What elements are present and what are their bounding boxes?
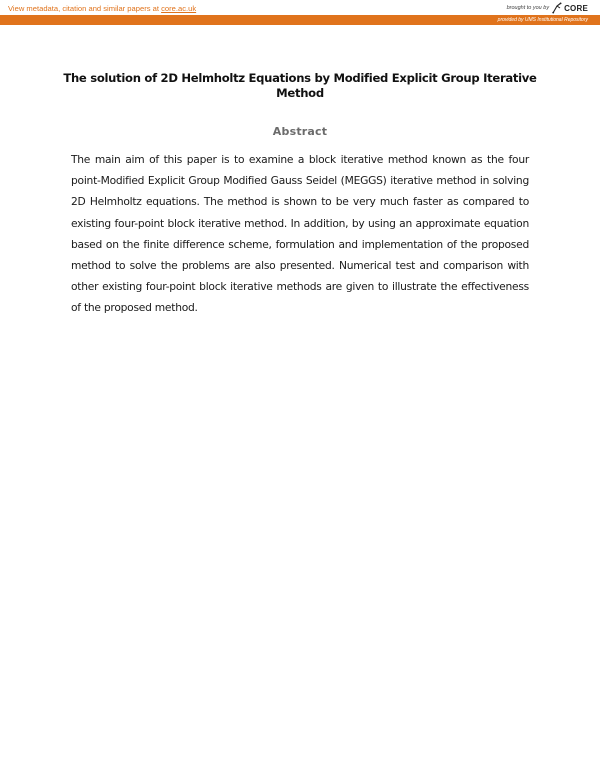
provided-by-text: provided by UMS Institutional Repository — [497, 17, 588, 23]
core-metadata-notice — [8, 4, 196, 13]
abstract-text: The main aim of this paper is to examine a block iterative method known as the four point-Modified Explicit Group Modified Gauss Seidel (MEGGS) iterative method in solving 2D Helmholtz equations. The method is shown to be very much faster as compared to existing four-point block iterative method. In addition, by using an approximate equation based on the finite difference scheme, formulation and implementation of the proposed method to solve the problems are also presented. Numerical test and comparison with other existing four-point block iterative methods are given to illustrate the effectiveness of the proposed method. — [71, 153, 529, 315]
core-link[interactable]: core.ac.uk — [161, 4, 197, 13]
core-logo-text: CORE — [564, 3, 588, 13]
core-logo-icon — [552, 2, 562, 14]
core-link-prefix: View metadata, citation and similar papers at — [8, 4, 162, 13]
brought-by-text: brought to you by — [506, 5, 550, 11]
core-brand[interactable] — [507, 1, 588, 15]
paper-title: The solution of 2D Helmholtz Equations by Modified Explicit Group Iterative Method — [63, 71, 537, 100]
abstract-heading: Abstract — [272, 125, 328, 138]
